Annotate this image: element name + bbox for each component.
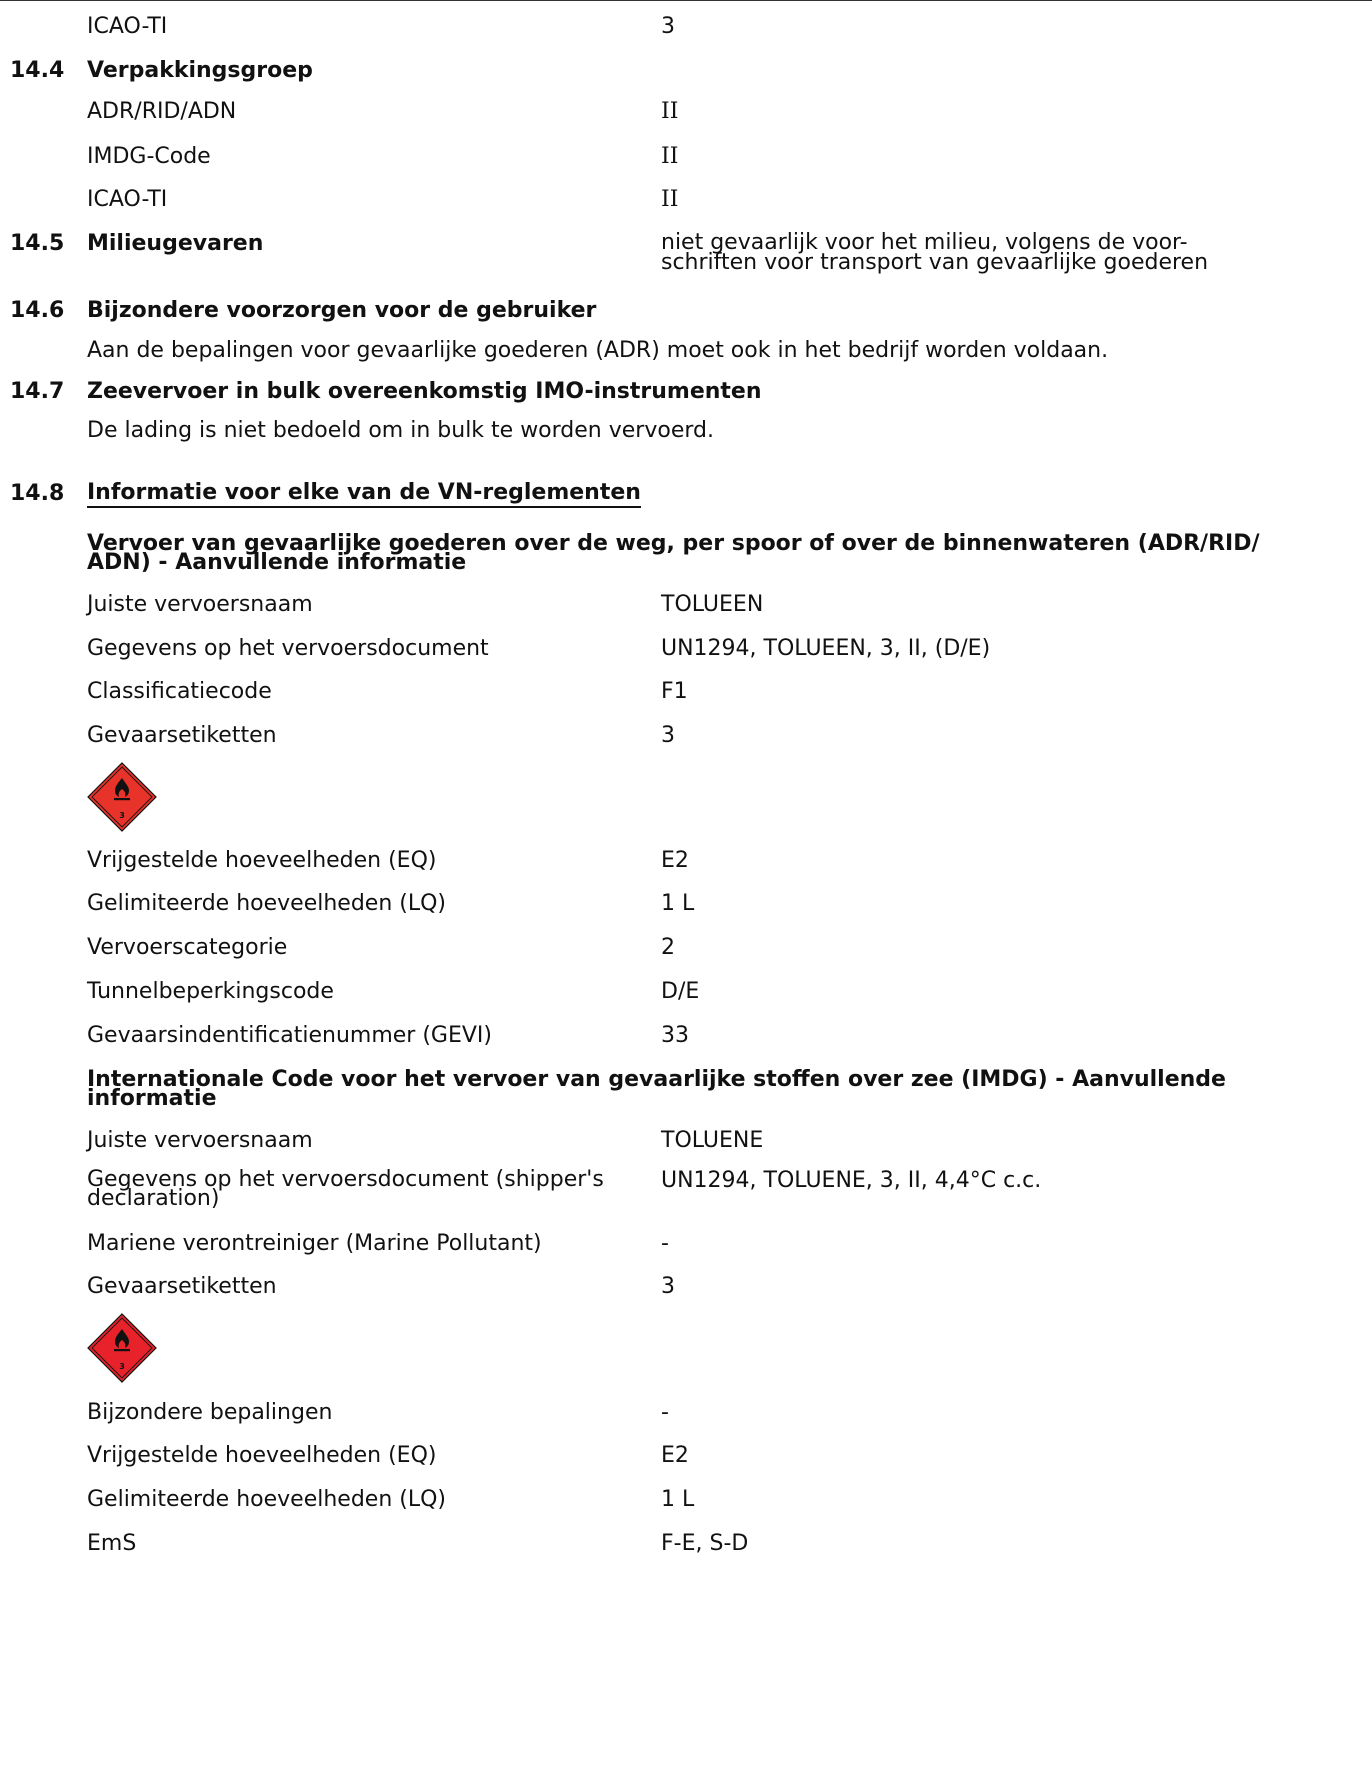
hazard-class-number: 3 xyxy=(119,1362,125,1371)
environment-value-line2: schriften voor transport van gevaarlijke goederen xyxy=(661,250,1209,275)
row-label: Vrijgestelde hoeveelheden (EQ) xyxy=(87,1443,437,1468)
section-number: 14.7 xyxy=(10,379,65,404)
row-label: Gevaarsindentificatienummer (GEVI) xyxy=(87,1023,492,1048)
row-label: Gevaarsetiketten xyxy=(87,723,277,748)
row-label: Vervoerscategorie xyxy=(87,935,288,960)
row-label: Bijzondere bepalingen xyxy=(87,1400,333,1425)
adr-heading-line2: ADN) - Aanvullende informatie xyxy=(87,550,467,575)
row-value: E2 xyxy=(661,848,689,873)
environment-value-line1: niet gevaarlijk voor het milieu, volgens de voor- xyxy=(661,230,1188,255)
row-value: E2 xyxy=(661,1443,689,1468)
row-label: ICAO-TI xyxy=(87,187,168,212)
row-value: TOLUENE xyxy=(661,1128,764,1153)
row-label: EmS xyxy=(87,1531,137,1556)
section-title: Milieugevaren xyxy=(87,231,264,256)
row-value: II xyxy=(661,187,679,212)
hazard-class-number: 3 xyxy=(119,811,125,820)
row-label: Classificatiecode xyxy=(87,679,272,704)
section-number: 14.6 xyxy=(10,298,65,323)
section-number: 14.5 xyxy=(10,231,65,256)
row-label: Gegevens op het vervoersdocument xyxy=(87,636,489,661)
row-label: Mariene verontreiniger (Marine Pollutant) xyxy=(87,1231,542,1256)
section-title: Bijzondere voorzorgen voor de gebruiker xyxy=(87,298,597,323)
row-label: ADR/RID/ADN xyxy=(87,99,237,124)
row-value: UN1294, TOLUENE, 3, II, 4,4°C c.c. xyxy=(661,1168,1042,1193)
row-label: ICAO-TI xyxy=(87,14,168,39)
row-label: Vrijgestelde hoeveelheden (EQ) xyxy=(87,848,437,873)
imdg-heading-line2: informatie xyxy=(87,1086,217,1111)
imdg-heading-line1: Internationale Code voor het vervoer van gevaarlijke stoffen over zee (IMDG) - Aanvullende xyxy=(87,1067,1226,1092)
row-value: II xyxy=(661,99,679,124)
section-text: De lading is niet bedoeld om in bulk te worden vervoerd. xyxy=(87,418,714,443)
hazard-diamond xyxy=(88,1314,156,1382)
row-value: D/E xyxy=(661,979,700,1004)
row-label: Gevaarsetiketten xyxy=(87,1274,277,1299)
row-value: F1 xyxy=(661,679,688,704)
row-value: 3 xyxy=(661,14,675,39)
row-label: Juiste vervoersnaam xyxy=(87,1128,313,1153)
row-value: 2 xyxy=(661,935,675,960)
row-label-line2: declaration) xyxy=(87,1186,220,1211)
section-title: Verpakkingsgroep xyxy=(87,58,313,83)
row-value: - xyxy=(661,1231,669,1256)
row-label: Juiste vervoersnaam xyxy=(87,592,313,617)
section-title: Informatie voor elke van de VN-reglementen xyxy=(87,481,641,508)
flammable-liquid-hazard-label-icon xyxy=(87,762,157,832)
row-value: 3 xyxy=(661,723,675,748)
section-title: Zeevervoer in bulk overeenkomstig IMO-instrumenten xyxy=(87,379,762,404)
row-label: Tunnelbeperkingscode xyxy=(87,979,334,1004)
row-value: II xyxy=(661,144,679,169)
section-number: 14.4 xyxy=(10,58,65,83)
row-value: 1 L xyxy=(661,891,695,916)
row-value: 3 xyxy=(661,1274,675,1299)
section-number: 14.8 xyxy=(10,481,65,506)
flammable-liquid-hazard-label-icon xyxy=(87,1313,157,1383)
row-value: UN1294, TOLUEEN, 3, II, (D/E) xyxy=(661,636,991,661)
row-value: - xyxy=(661,1400,669,1425)
row-label: Gelimiteerde hoeveelheden (LQ) xyxy=(87,1487,446,1512)
row-label: IMDG-Code xyxy=(87,144,211,169)
row-label: Gelimiteerde hoeveelheden (LQ) xyxy=(87,891,446,916)
section-text: Aan de bepalingen voor gevaarlijke goederen (ADR) moet ook in het bedrijf worden voldaan. xyxy=(87,338,1109,363)
row-value: F-E, S-D xyxy=(661,1531,749,1556)
row-value: 33 xyxy=(661,1023,689,1048)
adr-heading-line1: Vervoer van gevaarlijke goederen over de weg, per spoor of over de binnenwateren (ADR/RID/ xyxy=(87,531,1260,556)
row-value: 1 L xyxy=(661,1487,695,1512)
row-value: TOLUEEN xyxy=(661,592,764,617)
row-label-line1: Gegevens op het vervoersdocument (shipper's xyxy=(87,1167,604,1192)
hazard-diamond xyxy=(88,763,156,831)
top-rule xyxy=(0,0,1372,1)
